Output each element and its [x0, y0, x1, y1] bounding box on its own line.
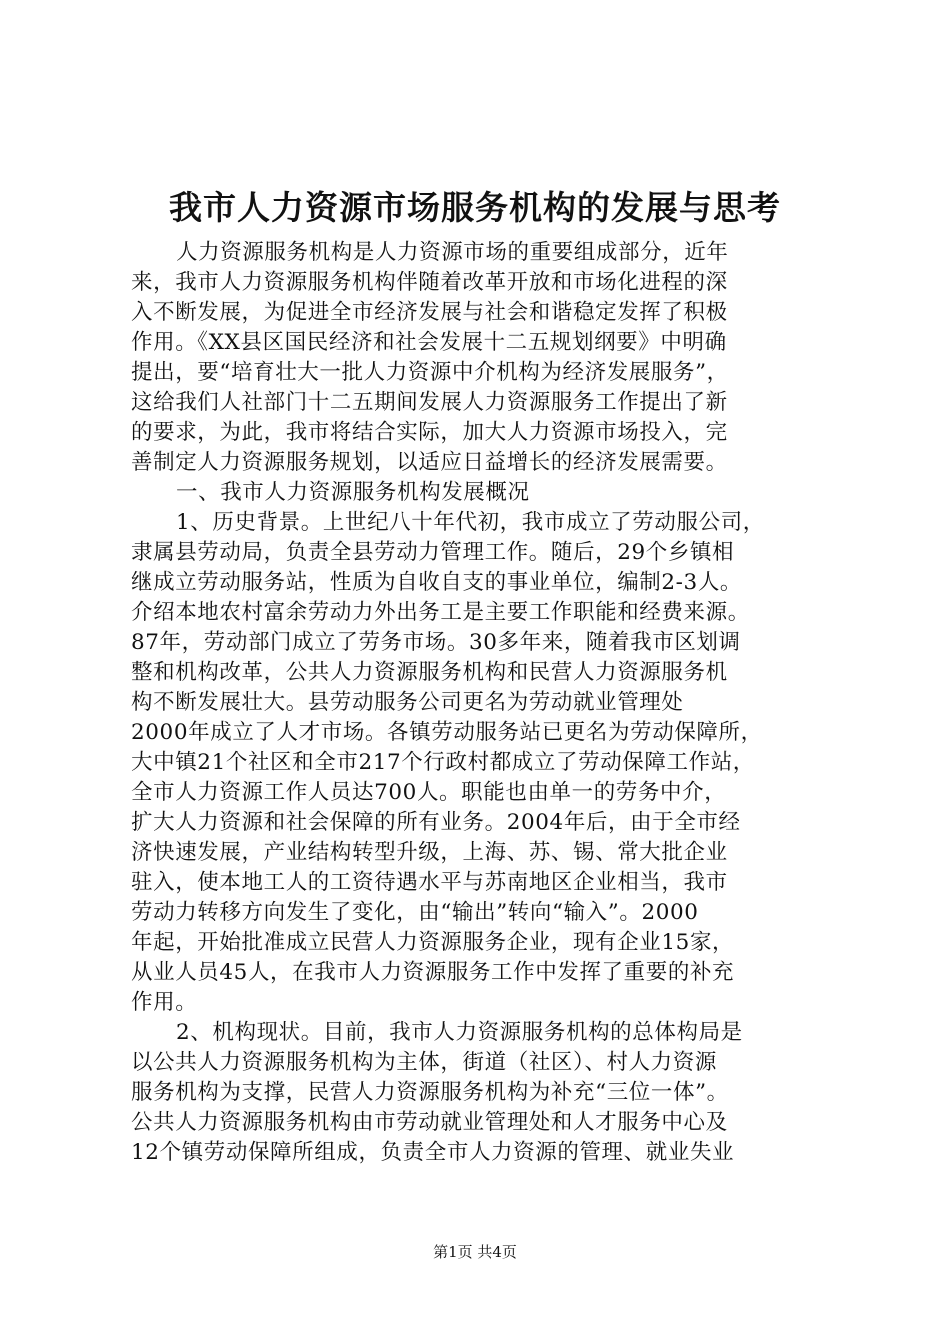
- text-line: 公共人力资源服务机构由市劳动就业管理处和人才服务中心及: [131, 1110, 728, 1135]
- text-line: 1、历史背景。上世纪八十年代初，我市成立了劳动服公司，: [176, 510, 765, 535]
- text-line: 劳动力转移方向发生了变化，由“输出”转向“输入”。2000: [131, 900, 699, 925]
- text-line: 人力资源服务机构是人力资源市场的重要组成部分，近年: [176, 240, 729, 265]
- text-line: 作用。: [131, 990, 198, 1015]
- document-body: [131, 238, 831, 1168]
- text-line: 12个镇劳动保障所组成，负责全市人力资源的管理、就业失业: [131, 1140, 735, 1165]
- text-line: 2000年成立了人才市场。各镇劳动服务站已更名为劳动保障所，: [131, 720, 763, 745]
- text-line: 87年，劳动部门成立了劳务市场。30多年来，随着我市区划调: [131, 630, 741, 655]
- text-line: 介绍本地农村富余劳动力外出务工是主要工作职能和经费来源。: [131, 600, 750, 625]
- text-line: 入不断发展，为促进全市经济发展与社会和谐稳定发挥了积极: [131, 300, 728, 325]
- section-heading: 一、我市人力资源服务机构发展概况: [176, 480, 530, 505]
- text-line: 大中镇21个社区和全市217个行政村都成立了劳动保障工作站，: [131, 750, 755, 775]
- text-line: 作用。《XX县区国民经济和社会发展十二五规划纲要》中明确: [131, 330, 727, 355]
- text-line: 隶属县劳动局，负责全县劳动力管理工作。随后，29个乡镇相: [131, 540, 735, 565]
- text-line: 善制定人力资源服务规划，以适应日益增长的经济发展需要。: [131, 450, 728, 475]
- text-line: 这给我们人社部门十二五期间发展人力资源服务工作提出了新: [131, 390, 728, 415]
- page-number: 第1页 共4页: [433, 1243, 517, 1261]
- text-line: 的要求，为此，我市将结合实际，加大人力资源市场投入，完: [131, 420, 728, 445]
- text-line: 扩大人力资源和社会保障的所有业务。2004年后，由于全市经: [131, 810, 741, 835]
- text-line: 2、机构现状。目前，我市人力资源服务机构的总体构局是: [176, 1020, 743, 1045]
- text-line: 服务机构为支撑，民营人力资源服务机构为补充“三位一体”。: [131, 1080, 729, 1105]
- text-line: 以公共人力资源服务机构为主体，街道（社区）、村人力资源: [131, 1050, 717, 1075]
- text-line: 提出，要“培育壮大一批人力资源中介机构为经济发展服务”，: [131, 360, 729, 385]
- text-line: 济快速发展，产业结构转型升级，上海、苏、锡、常大批企业: [131, 840, 728, 865]
- text-line: 从业人员45人，在我市人力资源服务工作中发挥了重要的补充: [131, 960, 735, 985]
- text-line: 驻入，使本地工人的工资待遇水平与苏南地区企业相当，我市: [131, 870, 728, 895]
- document-title: 我市人力资源市场服务机构的发展与思考: [169, 188, 781, 227]
- text-line: 来，我市人力资源服务机构伴随着改革开放和市场化进程的深: [131, 270, 728, 295]
- text-line: 继成立劳动服务站，性质为自收自支的事业单位，编制2-3人。: [131, 570, 743, 595]
- text-line: 年起，开始批准成立民营人力资源服务企业，现有企业15家，: [131, 930, 735, 955]
- text-line: 构不断发展壮大。县劳动服务公司更名为劳动就业管理处: [131, 690, 684, 715]
- text-line: 全市人力资源工作人员达700人。职能也由单一的劳务中介，: [131, 780, 727, 805]
- text-line: 整和机构改革，公共人力资源服务机构和民营人力资源服务机: [131, 660, 728, 685]
